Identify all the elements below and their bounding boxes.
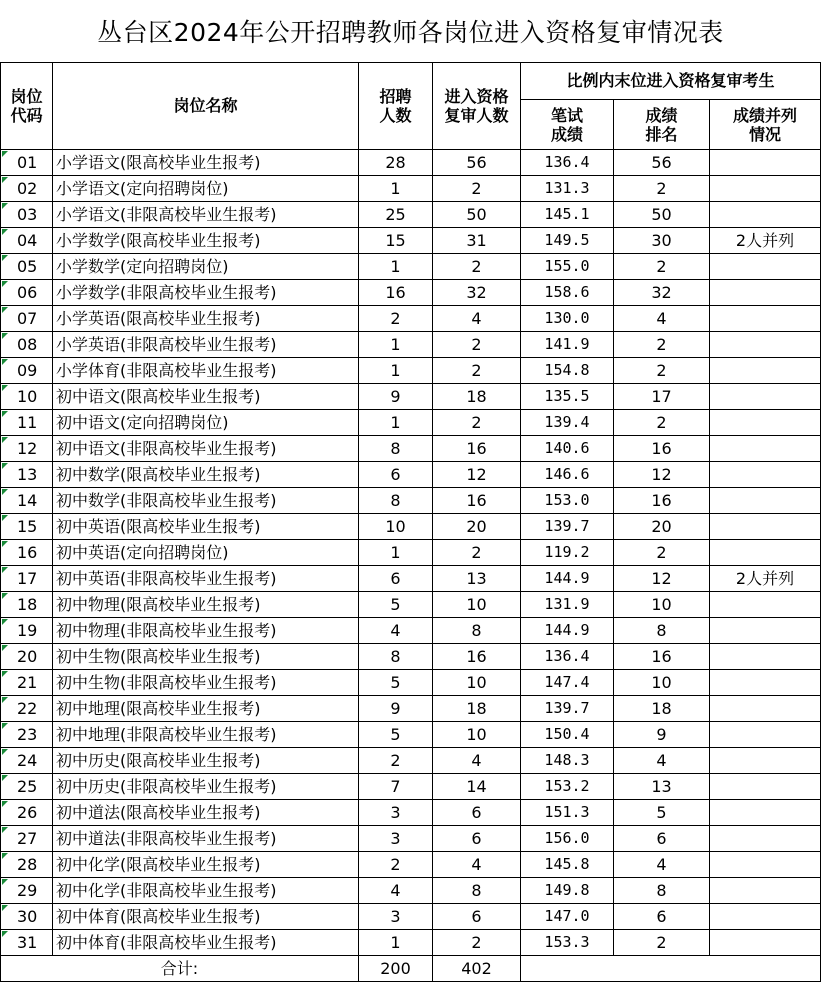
row-review: 6 (433, 800, 521, 826)
row-score: 136.4 (521, 644, 614, 670)
total-review: 402 (433, 956, 521, 982)
row-rank: 4 (614, 748, 710, 774)
row-rank: 32 (614, 280, 710, 306)
row-rank: 2 (614, 358, 710, 384)
row-recruit: 1 (359, 540, 433, 566)
table-row (1, 592, 821, 618)
row-review: 10 (433, 670, 521, 696)
row-review: 16 (433, 436, 521, 462)
row-score: 144.9 (521, 618, 614, 644)
row-code: 07 (1, 306, 53, 332)
row-score: 154.8 (521, 358, 614, 384)
row-rank: 2 (614, 254, 710, 280)
row-recruit: 8 (359, 488, 433, 514)
row-review: 50 (433, 202, 521, 228)
row-review: 2 (433, 930, 521, 956)
row-code: 01 (1, 150, 53, 176)
row-recruit: 3 (359, 904, 433, 930)
row-tie: 2人并列 (710, 228, 821, 254)
row-score: 135.5 (521, 384, 614, 410)
row-review: 20 (433, 514, 521, 540)
row-recruit: 1 (359, 176, 433, 202)
row-name: 小学数学(非限高校毕业生报考) (53, 280, 359, 306)
row-recruit: 4 (359, 878, 433, 904)
row-name: 小学数学(限高校毕业生报考) (53, 228, 359, 254)
row-tie (710, 644, 821, 670)
table-row (1, 488, 821, 514)
total-recruit: 200 (359, 956, 433, 982)
row-recruit: 1 (359, 254, 433, 280)
table-row (1, 410, 821, 436)
row-code: 21 (1, 670, 53, 696)
row-rank: 20 (614, 514, 710, 540)
row-rank: 6 (614, 826, 710, 852)
row-code: 26 (1, 800, 53, 826)
row-score: 151.3 (521, 800, 614, 826)
table-row (1, 176, 821, 202)
row-name: 初中英语(限高校毕业生报考) (53, 514, 359, 540)
row-rank: 10 (614, 592, 710, 618)
row-name: 初中数学(非限高校毕业生报考) (53, 488, 359, 514)
table-row (1, 462, 821, 488)
row-name: 初中道法(限高校毕业生报考) (53, 800, 359, 826)
row-rank: 2 (614, 930, 710, 956)
row-code: 29 (1, 878, 53, 904)
header-code: 岗位 代码 (1, 63, 53, 150)
header-group: 比例内末位进入资格复审考生 (521, 63, 821, 100)
row-recruit: 8 (359, 436, 433, 462)
table-row (1, 748, 821, 774)
row-code: 30 (1, 904, 53, 930)
row-score: 149.5 (521, 228, 614, 254)
row-rank: 12 (614, 462, 710, 488)
page-title: 丛台区2024年公开招聘教师各岗位进入资格复审情况表 (0, 0, 821, 62)
row-review: 2 (433, 358, 521, 384)
row-recruit: 1 (359, 930, 433, 956)
row-name: 初中体育(非限高校毕业生报考) (53, 930, 359, 956)
table-row (1, 670, 821, 696)
row-name: 初中数学(限高校毕业生报考) (53, 462, 359, 488)
row-score: 158.6 (521, 280, 614, 306)
row-review: 4 (433, 852, 521, 878)
row-score: 156.0 (521, 826, 614, 852)
row-rank: 2 (614, 410, 710, 436)
row-tie (710, 176, 821, 202)
table-row (1, 228, 821, 254)
table-row (1, 826, 821, 852)
row-name: 初中语文(限高校毕业生报考) (53, 384, 359, 410)
row-code: 19 (1, 618, 53, 644)
row-name: 初中地理(限高校毕业生报考) (53, 696, 359, 722)
table-body (1, 150, 821, 982)
row-tie (710, 436, 821, 462)
row-recruit: 2 (359, 748, 433, 774)
table-row (1, 332, 821, 358)
row-name: 初中英语(定向招聘岗位) (53, 540, 359, 566)
row-recruit: 2 (359, 852, 433, 878)
row-code: 14 (1, 488, 53, 514)
row-tie (710, 254, 821, 280)
row-rank: 2 (614, 540, 710, 566)
row-recruit: 9 (359, 384, 433, 410)
row-score: 139.7 (521, 696, 614, 722)
row-recruit: 5 (359, 722, 433, 748)
row-code: 24 (1, 748, 53, 774)
row-name: 初中生物(限高校毕业生报考) (53, 644, 359, 670)
table-row (1, 280, 821, 306)
row-score: 131.9 (521, 592, 614, 618)
row-recruit: 7 (359, 774, 433, 800)
row-name: 小学语文(限高校毕业生报考) (53, 150, 359, 176)
row-rank: 9 (614, 722, 710, 748)
row-score: 153.2 (521, 774, 614, 800)
row-name: 初中历史(非限高校毕业生报考) (53, 774, 359, 800)
row-name: 初中语文(非限高校毕业生报考) (53, 436, 359, 462)
row-review: 12 (433, 462, 521, 488)
row-tie (710, 696, 821, 722)
row-review: 32 (433, 280, 521, 306)
row-code: 12 (1, 436, 53, 462)
table-row (1, 852, 821, 878)
row-review: 4 (433, 748, 521, 774)
table-row (1, 618, 821, 644)
row-score: 146.6 (521, 462, 614, 488)
row-code: 13 (1, 462, 53, 488)
row-name: 初中道法(非限高校毕业生报考) (53, 826, 359, 852)
row-review: 18 (433, 696, 521, 722)
row-recruit: 25 (359, 202, 433, 228)
row-review: 31 (433, 228, 521, 254)
row-name: 初中化学(限高校毕业生报考) (53, 852, 359, 878)
row-review: 2 (433, 540, 521, 566)
table-row (1, 306, 821, 332)
header-tie: 成绩并列 情况 (710, 100, 821, 150)
row-review: 6 (433, 904, 521, 930)
row-score: 147.4 (521, 670, 614, 696)
row-tie (710, 306, 821, 332)
row-tie (710, 800, 821, 826)
row-review: 6 (433, 826, 521, 852)
row-score: 145.8 (521, 852, 614, 878)
row-name: 初中地理(非限高校毕业生报考) (53, 722, 359, 748)
row-review: 56 (433, 150, 521, 176)
row-name: 初中物理(限高校毕业生报考) (53, 592, 359, 618)
row-rank: 8 (614, 878, 710, 904)
row-code: 15 (1, 514, 53, 540)
row-tie (710, 358, 821, 384)
header-name: 岗位名称 (53, 63, 359, 150)
row-recruit: 10 (359, 514, 433, 540)
total-row (1, 956, 821, 982)
row-rank: 17 (614, 384, 710, 410)
table-row (1, 358, 821, 384)
row-review: 18 (433, 384, 521, 410)
row-rank: 50 (614, 202, 710, 228)
row-code: 25 (1, 774, 53, 800)
row-name: 初中语文(定向招聘岗位) (53, 410, 359, 436)
row-tie (710, 670, 821, 696)
row-score: 153.3 (521, 930, 614, 956)
row-score: 145.1 (521, 202, 614, 228)
row-tie (710, 592, 821, 618)
table-row (1, 384, 821, 410)
table-row (1, 878, 821, 904)
row-tie (710, 748, 821, 774)
row-review: 2 (433, 410, 521, 436)
row-name: 小学英语(限高校毕业生报考) (53, 306, 359, 332)
row-tie (710, 332, 821, 358)
row-score: 141.9 (521, 332, 614, 358)
row-code: 20 (1, 644, 53, 670)
row-review: 14 (433, 774, 521, 800)
row-tie (710, 774, 821, 800)
row-score: 155.0 (521, 254, 614, 280)
row-name: 小学英语(非限高校毕业生报考) (53, 332, 359, 358)
row-code: 18 (1, 592, 53, 618)
row-recruit: 4 (359, 618, 433, 644)
row-tie (710, 722, 821, 748)
table-row (1, 722, 821, 748)
table-row (1, 202, 821, 228)
row-tie (710, 930, 821, 956)
row-code: 17 (1, 566, 53, 592)
row-code: 28 (1, 852, 53, 878)
row-score: 119.2 (521, 540, 614, 566)
table-row (1, 644, 821, 670)
row-score: 150.4 (521, 722, 614, 748)
row-code: 02 (1, 176, 53, 202)
row-review: 16 (433, 488, 521, 514)
row-rank: 2 (614, 332, 710, 358)
row-tie (710, 202, 821, 228)
row-rank: 10 (614, 670, 710, 696)
row-tie: 2人并列 (710, 566, 821, 592)
row-review: 8 (433, 878, 521, 904)
row-rank: 8 (614, 618, 710, 644)
row-code: 11 (1, 410, 53, 436)
row-recruit: 3 (359, 826, 433, 852)
row-recruit: 6 (359, 566, 433, 592)
row-code: 10 (1, 384, 53, 410)
total-empty (521, 956, 821, 982)
header-review: 进入资格 复审人数 (433, 63, 521, 150)
header-recruit: 招聘 人数 (359, 63, 433, 150)
row-code: 27 (1, 826, 53, 852)
row-recruit: 5 (359, 670, 433, 696)
row-code: 22 (1, 696, 53, 722)
row-tie (710, 280, 821, 306)
row-code: 04 (1, 228, 53, 254)
row-code: 08 (1, 332, 53, 358)
row-tie (710, 488, 821, 514)
row-review: 16 (433, 644, 521, 670)
row-recruit: 9 (359, 696, 433, 722)
row-tie (710, 618, 821, 644)
table-row (1, 514, 821, 540)
row-name: 初中历史(限高校毕业生报考) (53, 748, 359, 774)
row-recruit: 1 (359, 358, 433, 384)
row-rank: 12 (614, 566, 710, 592)
row-score: 136.4 (521, 150, 614, 176)
row-rank: 5 (614, 800, 710, 826)
header-score: 笔试 成绩 (521, 100, 614, 150)
row-tie (710, 878, 821, 904)
row-review: 13 (433, 566, 521, 592)
row-rank: 30 (614, 228, 710, 254)
table-row (1, 566, 821, 592)
row-name: 小学语文(定向招聘岗位) (53, 176, 359, 202)
row-recruit: 8 (359, 644, 433, 670)
table-row (1, 150, 821, 176)
row-score: 139.7 (521, 514, 614, 540)
row-score: 139.4 (521, 410, 614, 436)
row-review: 2 (433, 254, 521, 280)
row-recruit: 1 (359, 410, 433, 436)
row-tie (710, 904, 821, 930)
header-rank: 成绩 排名 (614, 100, 710, 150)
row-tie (710, 150, 821, 176)
total-label: 合计: (1, 956, 359, 982)
row-rank: 4 (614, 306, 710, 332)
row-recruit: 6 (359, 462, 433, 488)
row-recruit: 2 (359, 306, 433, 332)
row-tie (710, 384, 821, 410)
row-name: 初中英语(非限高校毕业生报考) (53, 566, 359, 592)
row-score: 130.0 (521, 306, 614, 332)
row-name: 初中物理(非限高校毕业生报考) (53, 618, 359, 644)
row-score: 148.3 (521, 748, 614, 774)
row-review: 8 (433, 618, 521, 644)
row-tie (710, 514, 821, 540)
row-rank: 16 (614, 488, 710, 514)
row-score: 153.0 (521, 488, 614, 514)
row-review: 2 (433, 176, 521, 202)
row-tie (710, 852, 821, 878)
row-code: 05 (1, 254, 53, 280)
table-row (1, 540, 821, 566)
row-tie (710, 540, 821, 566)
row-recruit: 1 (359, 332, 433, 358)
row-review: 10 (433, 592, 521, 618)
row-review: 10 (433, 722, 521, 748)
row-name: 初中化学(非限高校毕业生报考) (53, 878, 359, 904)
row-score: 131.3 (521, 176, 614, 202)
row-code: 03 (1, 202, 53, 228)
row-name: 小学体育(非限高校毕业生报考) (53, 358, 359, 384)
row-code: 09 (1, 358, 53, 384)
row-rank: 56 (614, 150, 710, 176)
row-rank: 13 (614, 774, 710, 800)
table-row (1, 774, 821, 800)
table-row (1, 436, 821, 462)
table-row (1, 254, 821, 280)
row-review: 4 (433, 306, 521, 332)
row-score: 149.8 (521, 878, 614, 904)
row-code: 06 (1, 280, 53, 306)
row-code: 16 (1, 540, 53, 566)
table-row (1, 930, 821, 956)
row-recruit: 28 (359, 150, 433, 176)
row-name: 初中生物(非限高校毕业生报考) (53, 670, 359, 696)
row-name: 小学语文(非限高校毕业生报考) (53, 202, 359, 228)
row-score: 147.0 (521, 904, 614, 930)
table-row (1, 696, 821, 722)
row-rank: 6 (614, 904, 710, 930)
row-review: 2 (433, 332, 521, 358)
row-score: 144.9 (521, 566, 614, 592)
row-tie (710, 410, 821, 436)
row-code: 23 (1, 722, 53, 748)
row-recruit: 5 (359, 592, 433, 618)
row-rank: 2 (614, 176, 710, 202)
table-row (1, 904, 821, 930)
row-code: 31 (1, 930, 53, 956)
row-recruit: 15 (359, 228, 433, 254)
row-name: 初中体育(限高校毕业生报考) (53, 904, 359, 930)
table-row (1, 800, 821, 826)
row-rank: 16 (614, 644, 710, 670)
row-tie (710, 826, 821, 852)
row-rank: 18 (614, 696, 710, 722)
row-recruit: 3 (359, 800, 433, 826)
row-name: 小学数学(定向招聘岗位) (53, 254, 359, 280)
row-rank: 16 (614, 436, 710, 462)
review-table (0, 62, 821, 982)
row-tie (710, 462, 821, 488)
row-recruit: 16 (359, 280, 433, 306)
row-rank: 4 (614, 852, 710, 878)
row-score: 140.6 (521, 436, 614, 462)
